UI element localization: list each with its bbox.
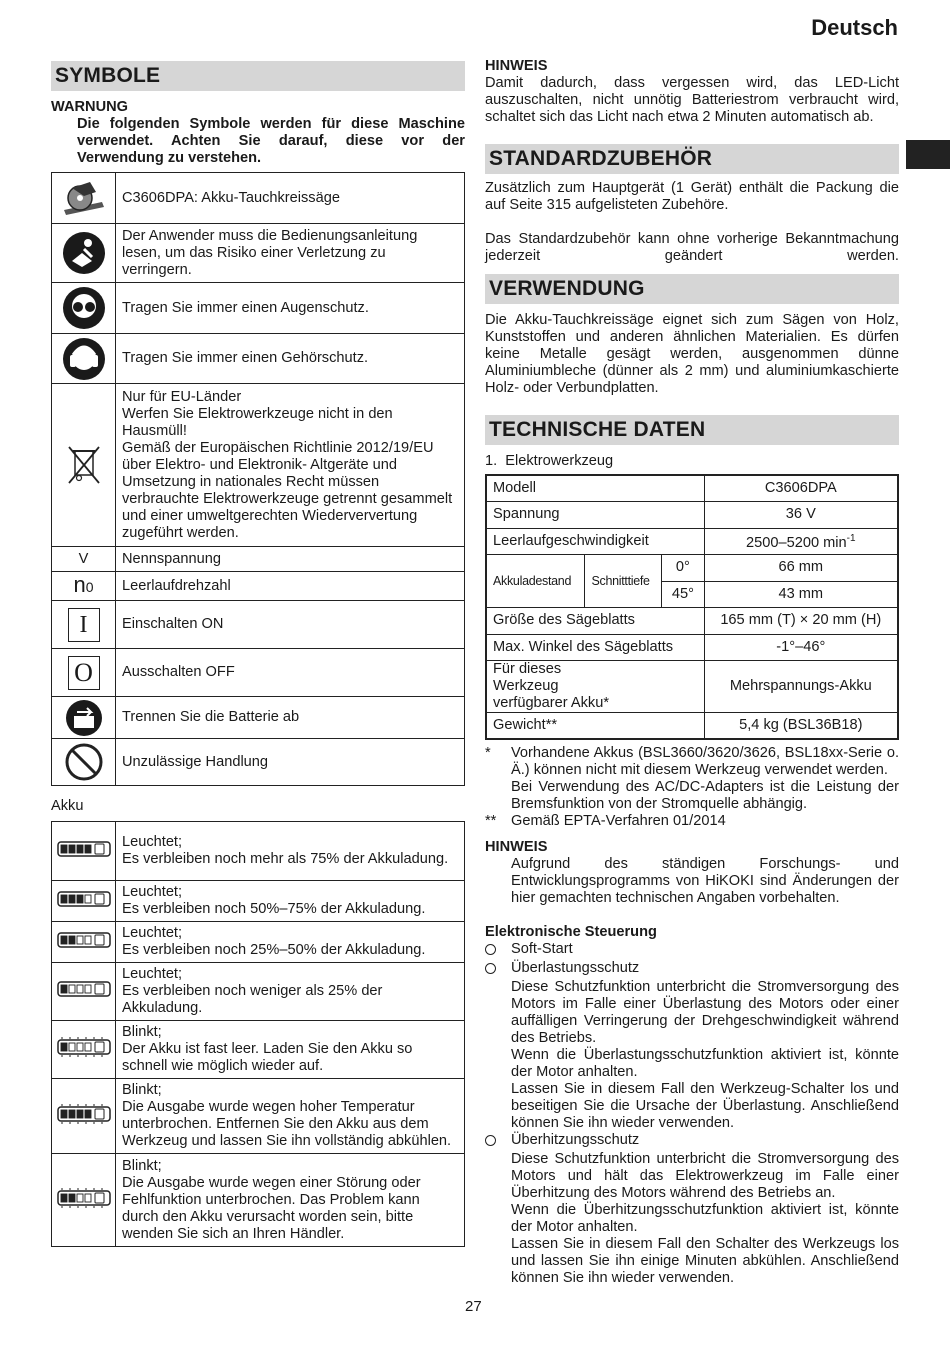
zubehoer-paragraph-text: Das Standardzubehör kann ohne vorherige Bekanntmachung jederzeit geändert werden. (485, 231, 899, 264)
battery-indicator-icon (52, 922, 116, 963)
verwendung-text: Die Akku-Tauchkreissäge eignet sich zum Sägen von Holz, Kunststoffen und anderen ähnlichen Materialien. Es dürfen keine Metalle gesägt werden, ausgenommen dünne Aluminiumbleche (dünner als 2 mm) und aluminiumkaschierte Holz- oder Verbundplatten. (485, 312, 899, 396)
battery-button (95, 1042, 104, 1052)
spec-row (486, 528, 898, 555)
battery-segment (77, 936, 83, 944)
akku-row (52, 1154, 465, 1247)
warnung-text: Die folgenden Symbole werden für diese Maschine verwendet. Achten Sie darauf, diese vor der Verwendung zu verstehen. (77, 116, 465, 166)
battery-indicator-icon (52, 1079, 116, 1154)
symbol-text: Trennen Sie die Batterie ab (116, 697, 465, 739)
spec-row (486, 502, 898, 529)
right-column (485, 0, 899, 1287)
battery-segment (77, 845, 83, 853)
language-label: Deutsch (811, 15, 898, 40)
spec-label: Spannung (486, 502, 704, 529)
symbols-table (51, 172, 465, 786)
spec-value: Mehrspannungs-Akku (704, 661, 898, 713)
footnote-mark: * (485, 745, 491, 761)
footnote (485, 745, 899, 813)
battery-segment (85, 936, 91, 944)
weee-bin-icon (52, 384, 116, 547)
symbol-row (52, 697, 465, 739)
akku-text: Blinkt; Der Akku ist fast leer. Laden Sie den Akku so schnell wie möglich wieder auf. (116, 1021, 465, 1079)
battery-segment (69, 1194, 75, 1202)
spec-table (485, 474, 899, 740)
battery-button (95, 894, 104, 904)
battery-segment (85, 845, 91, 853)
symbol-text: Nennspannung (116, 547, 465, 572)
zubehoer-paragraph: Zusätzlich zum Hauptgerät (1 Gerät) enthält die Packung die auf Seite 315 aufgelisteten Zubehöre. (485, 180, 899, 213)
steuerung-title: Elektronische Steuerung (485, 924, 657, 940)
leerlauf-value: 2500–5200 min (746, 535, 847, 552)
page-number: 27 (465, 1298, 482, 1315)
battery-segment (61, 845, 67, 853)
battery-segment (69, 936, 75, 944)
battery-button (95, 1193, 104, 1203)
speed-symbol-n: n (73, 572, 86, 597)
spec-value: 165 mm (T) × 20 mm (H) (704, 608, 898, 635)
battery-segment (85, 1194, 91, 1202)
spec-label: 45° (662, 581, 704, 608)
battery-indicator-icon (52, 822, 116, 881)
spec-value: -1°–46° (704, 634, 898, 661)
battery-segment (77, 1194, 83, 1202)
akku-text: Blinkt; Die Ausgabe wurde wegen einer Störung oder Fehlfunktion unterbrochen. Das Problem kann durch den Akku verursacht worden sein, bitte wenden Sie sich an Ihren Händler. (116, 1154, 465, 1247)
spec-row (486, 475, 898, 502)
akku-table (51, 821, 465, 1247)
akku-row (52, 963, 465, 1021)
bullet-ring-icon (485, 944, 496, 955)
akku-text: Leuchtet; Es verbleiben noch 50%–75% der Akkuladung. (116, 881, 465, 922)
steuerung-item (485, 960, 899, 979)
symbol-row (52, 224, 465, 283)
steuerung-item-body: Diese Schutzfunktion unterbricht die Stromversorgung des Motors im Falle einer Überlastung des Motors oder einer auffälligen Verringerung der Drehgeschwindigkeit während des Betriebs. Wenn die Überlastungsschutzfunktion aktiviert ist, könnte der Motor anhalten. Lassen Sie in diesem Fall den Werkzeug-Schalter los und beseitigen Sie die Ursache der Überlastung. Anschließend können Sie ihn wieder verwenden. (511, 979, 899, 1131)
speed-symbol-sub: 0 (85, 579, 94, 595)
battery-segment (61, 985, 67, 993)
akku-text: Leuchtet; Es verbleiben noch 25%–50% der Akkuladung. (116, 922, 465, 963)
read-manual-icon (52, 224, 116, 283)
akku-row (52, 1021, 465, 1079)
symbol-row (52, 739, 465, 786)
spec-row (486, 661, 898, 713)
no-load-speed-symbol (52, 572, 116, 601)
akku-label: Akku (51, 798, 84, 814)
battery-segment (61, 1110, 67, 1118)
spec-label: Gewicht** (486, 713, 704, 740)
symbol-row (52, 649, 465, 697)
tech-list-item: 1. Elektrowerkzeug (485, 453, 614, 469)
steuerung-item (485, 941, 899, 960)
spec-label: Leerlaufgeschwindigkeit (486, 528, 704, 555)
akku-text: Leuchtet; Es verbleiben noch weniger als 25% der Akkuladung. (116, 963, 465, 1021)
voltage-symbol: V (52, 547, 116, 572)
steuerung-item-title: Überhitzungsschutz (511, 1132, 640, 1148)
battery-segment (85, 1110, 91, 1118)
akku-row (52, 922, 465, 963)
battery-segment (61, 936, 67, 944)
section-title-technische-daten: TECHNISCHE DATEN (485, 415, 899, 445)
spec-label: Modell (486, 475, 704, 502)
symbol-text: Tragen Sie immer einen Gehörschutz. (116, 334, 465, 384)
steuerung-item-title: Soft-Start (511, 941, 573, 957)
spec-value: 36 V (704, 502, 898, 529)
battery-button (95, 844, 104, 854)
footnote-text: Vorhandene Akkus (BSL3660/3620/3626, BSL18xx-Serie o. Ä.) können nicht mit diesem Werkzeug verwendet werden. Bei Verwendung des AC/DC-Adapters ist die Leistung der Bremsfunktion von der Stromquelle abhängig. (511, 745, 899, 812)
symbol-row (52, 601, 465, 649)
battery-segment (69, 1110, 75, 1118)
section-title-symbole: SYMBOLE (51, 61, 465, 91)
symbol-row (52, 173, 465, 224)
switch-off-icon (52, 649, 116, 697)
battery-segment (61, 1194, 67, 1202)
steuerung-item-body: Diese Schutzfunktion unterbricht die Stromversorgung des Motors und hält das Elektrowerkzeug im Falle einer Überhitzung des Motors während des Betriebs an. Wenn die Überhitzungsschutzfunktion aktiviert ist, könnte der Motor anhalten. Lassen Sie in diesem Fall den Schalter des Werkzeugs los und lassen Sie ihn einige Minuten abkühlen. Anschließend können Sie ihn wieder verwenden. (511, 1151, 899, 1286)
switch-on-glyph: I (68, 608, 100, 642)
symbol-text: Tragen Sie immer einen Augenschutz. (116, 283, 465, 334)
battery-indicator-icon (52, 1021, 116, 1079)
battery-segment (61, 895, 67, 903)
battery-segment (77, 1110, 83, 1118)
leerlauf-sup: -1 (846, 533, 856, 545)
steuerung-item (485, 1132, 899, 1151)
spec-row (486, 555, 898, 582)
akku-text: Leuchtet; Es verbleiben noch mehr als 75% der Akkuladung. (116, 822, 465, 881)
footnote-text: Gemäß EPTA-Verfahren 01/2014 (511, 813, 726, 829)
battery-segment (69, 985, 75, 993)
symbol-row (52, 334, 465, 384)
spec-label: Max. Winkel des Sägeblatts (486, 634, 704, 661)
battery-indicator-icon (52, 963, 116, 1021)
disconnect-battery-icon (52, 697, 116, 739)
battery-indicator-icon (52, 881, 116, 922)
symbol-text: C3606DPA: Akku-Tauchkreissäge (116, 173, 465, 224)
eye-protection-icon (52, 283, 116, 334)
spec-label: Für dieses Werkzeug verfügbarer Akku* (486, 661, 704, 713)
zubehoer-paragraph (485, 231, 899, 265)
spec-label: 0° (662, 555, 704, 582)
symbol-row (52, 283, 465, 334)
battery-button (95, 935, 104, 945)
section-title-standardzubehoer: STANDARDZUBEHÖR (485, 144, 899, 174)
spec-value: 5,4 kg (BSL36B18) (704, 713, 898, 740)
symbol-row (52, 572, 465, 601)
bullet-ring-icon (485, 1135, 496, 1146)
battery-segment (85, 895, 91, 903)
spec-label: Schnitttiefe (585, 555, 662, 608)
symbol-text: Nur für EU-Länder Werfen Sie Elektrowerkzeuge nicht in den Hausmüll! Gemäß der Europäischen Richtlinie 2012/19/EU über Elektro- und Elektronik- Altgeräte und Umsetzung in nationales Recht müssen verbrauchte Elektrowerkzeuge getrennt gesammelt und einer umweltgerechten Wiederververtung zugeführt werden. (116, 384, 465, 547)
symbol-row (52, 547, 465, 572)
symbol-row (52, 384, 465, 547)
symbol-text: Einschalten ON (116, 601, 465, 649)
spec-row (486, 713, 898, 740)
symbol-text: Leerlaufdrehzahl (116, 572, 465, 601)
battery-button (95, 984, 104, 994)
spec-value: 43 mm (704, 581, 898, 608)
battery-button (95, 1109, 104, 1119)
spec-value: C3606DPA (704, 475, 898, 502)
battery-segment (77, 1043, 83, 1051)
switch-on-icon (52, 601, 116, 649)
battery-segment (85, 1043, 91, 1051)
hinweis-label: HINWEIS (485, 839, 548, 855)
akku-row (52, 881, 465, 922)
spec-row (486, 634, 898, 661)
left-column (51, 0, 465, 1247)
spec-label: Größe des Sägeblatts (486, 608, 704, 635)
circular-saw-icon (52, 173, 116, 224)
section-title-verwendung: VERWENDUNG (485, 274, 899, 304)
symbol-text: Der Anwender muss die Bedienungsanleitung lesen, um das Risiko einer Verletzung zu verringern. (116, 224, 465, 283)
battery-segment (77, 895, 83, 903)
ear-protection-icon (52, 334, 116, 384)
battery-indicator-icon (52, 1154, 116, 1247)
akku-row (52, 1079, 465, 1154)
switch-off-glyph: O (68, 656, 100, 690)
symbol-text: Unzulässige Handlung (116, 739, 465, 786)
battery-segment (69, 1043, 75, 1051)
spec-value: 66 mm (704, 555, 898, 582)
section-thumb-tab (906, 140, 950, 169)
steuerung-item-title: Überlastungsschutz (511, 960, 640, 976)
footnote-mark: ** (485, 813, 497, 829)
battery-segment (85, 985, 91, 993)
battery-segment (69, 845, 75, 853)
warnung-label: WARNUNG (51, 99, 129, 115)
bullet-ring-icon (485, 963, 496, 974)
spec-value (704, 528, 898, 555)
battery-segment (77, 985, 83, 993)
hinweis-text: Damit dadurch, dass vergessen wird, das LED-Licht auszuschalten, nicht unnötig Batteriestrom verbraucht wird, schaltet sich das Licht nach etwa 2 Minuten automatisch ab. (485, 75, 899, 125)
battery-segment (69, 895, 75, 903)
hinweis-text: Aufgrund des ständigen Forschungs- und Entwicklungsprogramms von HiKOKI sind Änderungen der hier gemachten technischen Angaben vorbehalten. (511, 856, 899, 906)
hinweis-label: HINWEIS (485, 58, 548, 74)
akku-row (52, 822, 465, 881)
footnote (485, 813, 899, 830)
prohibited-icon (52, 739, 116, 786)
akku-text: Blinkt; Die Ausgabe wurde wegen hoher Temperatur unterbrochen. Entfernen Sie den Akku aus dem Werkzeug und lassen Sie ihn vollständig abkühlen. (116, 1079, 465, 1154)
battery-segment (61, 1043, 67, 1051)
symbol-text: Ausschalten OFF (116, 649, 465, 697)
spec-label: Akkuladestand (486, 555, 585, 608)
spec-row (486, 608, 898, 635)
